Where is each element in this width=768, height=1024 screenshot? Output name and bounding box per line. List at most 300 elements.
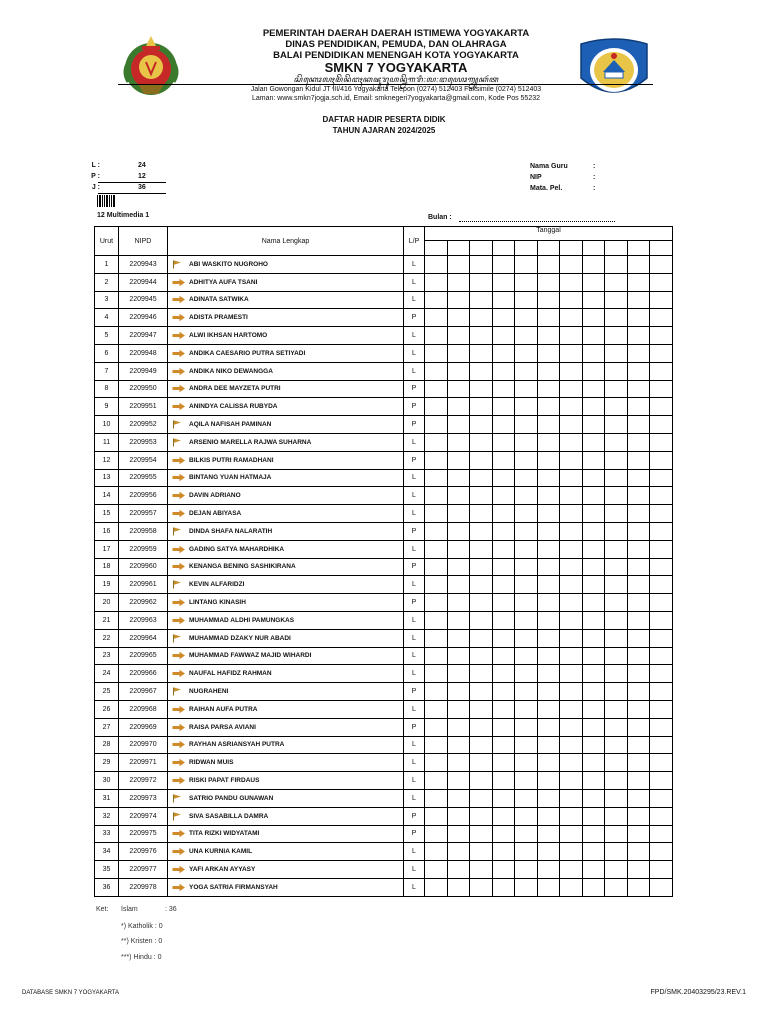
attendance-cell <box>560 522 583 540</box>
row-gender: L <box>404 789 425 807</box>
month-fill-line <box>459 221 615 222</box>
attendance-cell <box>605 718 628 736</box>
row-number: 17 <box>95 540 119 558</box>
attendance-cell <box>515 861 538 879</box>
row-nipd: 2209951 <box>119 398 168 416</box>
row-gender: L <box>404 487 425 505</box>
attendance-cell <box>447 611 470 629</box>
attendance-cell <box>492 594 515 612</box>
arrow-right-icon <box>172 651 186 660</box>
attendance-cell <box>492 878 515 896</box>
attendance-cell <box>492 344 515 362</box>
attendance-cell <box>627 861 650 879</box>
table-row <box>95 540 673 558</box>
attendance-cell <box>447 772 470 790</box>
arrow-right-icon <box>172 776 186 785</box>
arrow-right-icon <box>172 349 186 358</box>
attendance-cell <box>650 451 673 469</box>
attendance-cell <box>605 683 628 701</box>
attendance-cell <box>582 843 605 861</box>
arrow-right-icon <box>172 384 186 393</box>
student-name: ANINDYA CALISSA RUBYDA <box>189 403 278 411</box>
attendance-cell <box>627 416 650 434</box>
attendance-cell <box>470 700 493 718</box>
attendance-cell <box>560 380 583 398</box>
row-number: 2 <box>95 273 119 291</box>
attendance-cell <box>515 807 538 825</box>
attendance-cell <box>537 522 560 540</box>
attendance-cell <box>537 647 560 665</box>
date-column-header <box>425 241 448 256</box>
student-name: DINDA SHAFA NALARATIH <box>189 527 273 535</box>
notes-label: Ket: <box>96 906 109 913</box>
header-office: BALAI PENDIDIKAN MENENGAH KOTA YOGYAKARTA <box>273 50 519 61</box>
attendance-cell <box>627 772 650 790</box>
attendance-cell <box>537 807 560 825</box>
attendance-cell <box>425 700 448 718</box>
attendance-cell <box>627 469 650 487</box>
row-name-cell <box>168 362 404 380</box>
attendance-cell <box>605 754 628 772</box>
attendance-cell <box>582 700 605 718</box>
letterhead <box>0 24 768 104</box>
attendance-cell <box>537 540 560 558</box>
attendance-cell <box>425 256 448 274</box>
attendance-cell <box>627 273 650 291</box>
row-nipd: 2209966 <box>119 665 168 683</box>
attendance-cell <box>605 487 628 505</box>
subject-label: Mata. Pel. <box>530 185 563 192</box>
attendance-cell <box>425 344 448 362</box>
attendance-cell <box>425 878 448 896</box>
attendance-cell <box>492 451 515 469</box>
attendance-cell <box>492 256 515 274</box>
row-nipd: 2209958 <box>119 522 168 540</box>
attendance-cell <box>470 273 493 291</box>
row-number: 16 <box>95 522 119 540</box>
row-nipd: 2209967 <box>119 683 168 701</box>
attendance-cell <box>425 273 448 291</box>
attendance-cell <box>537 416 560 434</box>
table-row <box>95 843 673 861</box>
attendance-cell <box>582 861 605 879</box>
table-row <box>95 576 673 594</box>
student-name: AQILA NAFISAH PAMINAN <box>189 421 272 429</box>
table-row <box>95 683 673 701</box>
student-name: KEVIN ALFARIDZI <box>189 581 245 589</box>
arrow-right-icon <box>172 509 186 518</box>
attendance-cell <box>537 576 560 594</box>
attendance-cell <box>515 451 538 469</box>
header-nipd: NIPD <box>119 227 168 256</box>
arrow-right-icon <box>172 705 186 714</box>
attendance-cell <box>560 469 583 487</box>
student-name: RAYHAN ASRIANSYAH PUTRA <box>189 741 285 749</box>
attendance-cell <box>582 398 605 416</box>
row-name-cell <box>168 878 404 896</box>
student-name: ANDIKA NIKO DEWANGGA <box>189 367 273 375</box>
attendance-cell <box>605 469 628 487</box>
attendance-cell <box>627 380 650 398</box>
attendance-cell <box>582 451 605 469</box>
flag-icon <box>172 260 186 269</box>
student-name: SIVA SASABILLA DAMRA <box>189 812 269 820</box>
row-name-cell <box>168 487 404 505</box>
attendance-cell <box>470 611 493 629</box>
attendance-cell <box>425 558 448 576</box>
attendance-cell <box>492 433 515 451</box>
attendance-cell <box>425 647 448 665</box>
attendance-cell <box>425 522 448 540</box>
attendance-cell <box>470 878 493 896</box>
attendance-cell <box>425 807 448 825</box>
attendance-cell <box>425 505 448 523</box>
row-nipd: 2209948 <box>119 344 168 362</box>
row-gender: L <box>404 861 425 879</box>
attendance-cell <box>515 309 538 327</box>
diy-emblem-logo <box>118 32 184 102</box>
attendance-cell <box>425 772 448 790</box>
header-urut: Urut <box>95 227 119 256</box>
attendance-cell <box>605 825 628 843</box>
attendance-cell <box>492 683 515 701</box>
row-nipd: 2209965 <box>119 647 168 665</box>
row-nipd: 2209955 <box>119 469 168 487</box>
attendance-cell <box>447 433 470 451</box>
student-name: ADISTA PRAMESTI <box>189 314 248 322</box>
arrow-right-icon <box>172 758 186 767</box>
row-number: 24 <box>95 665 119 683</box>
date-column-header <box>447 241 470 256</box>
class-name: 12 Multimedia 1 <box>97 212 150 219</box>
attendance-cell <box>515 469 538 487</box>
attendance-cell <box>470 825 493 843</box>
attendance-cell <box>605 256 628 274</box>
row-number: 26 <box>95 700 119 718</box>
arrow-right-icon <box>172 313 186 322</box>
attendance-cell <box>582 576 605 594</box>
attendance-cell <box>425 736 448 754</box>
row-name-cell <box>168 718 404 736</box>
row-nipd: 2209952 <box>119 416 168 434</box>
attendance-cell <box>537 558 560 576</box>
row-number: 8 <box>95 380 119 398</box>
attendance-cell <box>447 665 470 683</box>
row-nipd: 2209957 <box>119 505 168 523</box>
attendance-cell <box>582 505 605 523</box>
row-nipd: 2209945 <box>119 291 168 309</box>
attendance-cell <box>560 878 583 896</box>
arrow-right-icon <box>172 829 186 838</box>
row-number: 27 <box>95 718 119 736</box>
tut-wuri-handayani-logo <box>575 38 653 104</box>
attendance-cell <box>650 291 673 309</box>
student-name: MUHAMMAD DZAKY NUR ABADI <box>189 634 291 642</box>
date-column-header <box>627 241 650 256</box>
attendance-cell <box>605 344 628 362</box>
attendance-cell <box>627 291 650 309</box>
attendance-cell <box>582 718 605 736</box>
attendance-cell <box>447 309 470 327</box>
attendance-cell <box>470 718 493 736</box>
student-name: GADING SATYA MAHARDHIKA <box>189 545 285 553</box>
arrow-right-icon <box>172 616 186 625</box>
attendance-cell <box>515 647 538 665</box>
row-nipd: 2209964 <box>119 629 168 647</box>
student-name: YOGA SATRIA FIRMANSYAH <box>189 883 278 891</box>
attendance-cell <box>605 380 628 398</box>
arrow-right-icon <box>172 847 186 856</box>
attendance-cell <box>470 451 493 469</box>
row-name-cell <box>168 825 404 843</box>
row-name-cell <box>168 540 404 558</box>
attendance-cell <box>582 807 605 825</box>
attendance-cell <box>447 540 470 558</box>
row-nipd: 2209969 <box>119 718 168 736</box>
attendance-cell <box>470 256 493 274</box>
attendance-cell <box>605 736 628 754</box>
arrow-right-icon <box>172 598 186 607</box>
row-gender: L <box>404 540 425 558</box>
attendance-cell <box>560 416 583 434</box>
row-gender: L <box>404 843 425 861</box>
attendance-cell <box>582 540 605 558</box>
attendance-cell <box>492 736 515 754</box>
notes-hindu: ***) Hindu : 0 <box>121 954 162 961</box>
attendance-cell <box>627 736 650 754</box>
row-gender: L <box>404 256 425 274</box>
row-number: 15 <box>95 505 119 523</box>
row-nipd: 2209959 <box>119 540 168 558</box>
attendance-cell <box>447 380 470 398</box>
student-name: ANDIKA CAESARIO PUTRA SETIYADI <box>189 349 306 357</box>
attendance-cell <box>425 576 448 594</box>
attendance-cell <box>582 433 605 451</box>
row-name-cell <box>168 273 404 291</box>
attendance-cell <box>537 380 560 398</box>
attendance-cell <box>605 273 628 291</box>
row-name-cell <box>168 611 404 629</box>
notes-islam: Islam <box>121 906 138 913</box>
table-row <box>95 309 673 327</box>
attendance-cell <box>650 700 673 718</box>
attendance-cell <box>560 487 583 505</box>
attendance-cell <box>425 291 448 309</box>
attendance-cell <box>627 843 650 861</box>
row-name-cell <box>168 789 404 807</box>
attendance-cell <box>605 594 628 612</box>
attendance-cell <box>605 416 628 434</box>
table-row <box>95 398 673 416</box>
attendance-cell <box>650 861 673 879</box>
row-gender: P <box>404 398 425 416</box>
row-name-cell <box>168 433 404 451</box>
header-javanese-script: ꦱꦼꦏꦺꦴꦭꦃꦩꦼꦤꦼꦔꦃꦏꦗꦸꦫꦸꦲꦤ꧀ꦤꦼꦒꦫꦶ꧇꧗꧇ꦔꦪꦺꦴꦒꦾꦏꦂꦠ <box>293 75 499 84</box>
row-name-cell <box>168 505 404 523</box>
attendance-cell <box>627 611 650 629</box>
row-number: 10 <box>95 416 119 434</box>
attendance-cell <box>650 629 673 647</box>
date-column-header <box>560 241 583 256</box>
notes-katholik: *) Katholik : 0 <box>121 923 163 930</box>
attendance-cell <box>560 700 583 718</box>
row-gender: L <box>404 505 425 523</box>
attendance-cell <box>447 469 470 487</box>
attendance-cell <box>650 256 673 274</box>
attendance-cell <box>447 487 470 505</box>
attendance-cell <box>447 416 470 434</box>
row-name-cell <box>168 700 404 718</box>
attendance-cell <box>582 309 605 327</box>
attendance-cell <box>447 451 470 469</box>
row-number: 12 <box>95 451 119 469</box>
row-number: 14 <box>95 487 119 505</box>
attendance-cell <box>650 327 673 345</box>
attendance-cell <box>560 683 583 701</box>
attendance-cell <box>537 861 560 879</box>
arrow-right-icon <box>172 562 186 571</box>
attendance-cell <box>650 380 673 398</box>
attendance-cell <box>537 772 560 790</box>
attendance-cell <box>470 469 493 487</box>
row-name-cell <box>168 416 404 434</box>
attendance-cell <box>470 576 493 594</box>
student-name: RAISA PARSA AVIANI <box>189 723 256 731</box>
attendance-cell <box>582 256 605 274</box>
attendance-cell <box>650 540 673 558</box>
attendance-cell <box>627 825 650 843</box>
row-name-cell <box>168 807 404 825</box>
attendance-cell <box>560 789 583 807</box>
attendance-cell <box>560 843 583 861</box>
row-gender: L <box>404 665 425 683</box>
attendance-cell <box>447 718 470 736</box>
row-number: 6 <box>95 344 119 362</box>
row-gender: L <box>404 878 425 896</box>
row-name-cell <box>168 647 404 665</box>
attendance-cell <box>627 398 650 416</box>
arrow-right-icon <box>172 295 186 304</box>
attendance-cell <box>627 505 650 523</box>
attendance-cell <box>605 700 628 718</box>
attendance-cell <box>492 718 515 736</box>
row-number: 22 <box>95 629 119 647</box>
attendance-cell <box>425 825 448 843</box>
attendance-cell <box>470 522 493 540</box>
table-row <box>95 469 673 487</box>
row-nipd: 2209949 <box>119 362 168 380</box>
row-name-cell <box>168 469 404 487</box>
row-number: 31 <box>95 789 119 807</box>
row-gender: P <box>404 522 425 540</box>
attendance-cell <box>627 540 650 558</box>
table-row <box>95 825 673 843</box>
row-number: 19 <box>95 576 119 594</box>
attendance-cell <box>650 487 673 505</box>
attendance-cell <box>515 558 538 576</box>
attendance-cell <box>627 327 650 345</box>
attendance-cell <box>492 647 515 665</box>
header-school-name: SMKN 7 YOGYAKARTA <box>324 60 468 75</box>
attendance-cell <box>582 772 605 790</box>
attendance-cell <box>582 594 605 612</box>
attendance-cell <box>537 398 560 416</box>
attendance-cell <box>425 629 448 647</box>
attendance-cell <box>650 611 673 629</box>
attendance-cell <box>515 540 538 558</box>
attendance-cell <box>470 861 493 879</box>
attendance-cell <box>560 754 583 772</box>
attendance-cell <box>605 398 628 416</box>
row-name-cell <box>168 344 404 362</box>
attendance-cell <box>515 736 538 754</box>
flag-icon <box>172 438 186 447</box>
attendance-cell <box>627 256 650 274</box>
row-nipd: 2209970 <box>119 736 168 754</box>
attendance-cell <box>492 665 515 683</box>
attendance-cell <box>627 487 650 505</box>
attendance-cell <box>627 665 650 683</box>
arrow-right-icon <box>172 865 186 874</box>
attendance-cell <box>515 772 538 790</box>
attendance-cell <box>447 683 470 701</box>
attendance-cell <box>515 344 538 362</box>
attendance-cell <box>447 505 470 523</box>
row-nipd: 2209962 <box>119 594 168 612</box>
attendance-cell <box>582 825 605 843</box>
attendance-cell <box>582 629 605 647</box>
attendance-cell <box>605 665 628 683</box>
row-number: 4 <box>95 309 119 327</box>
attendance-cell <box>582 416 605 434</box>
attendance-cell <box>492 629 515 647</box>
attendance-cell <box>492 772 515 790</box>
attendance-cell <box>515 362 538 380</box>
attendance-cell <box>605 807 628 825</box>
row-nipd: 2209946 <box>119 309 168 327</box>
row-nipd: 2209974 <box>119 807 168 825</box>
student-name: ALWI IKHSAN HARTOMO <box>189 332 268 340</box>
attendance-cell <box>605 309 628 327</box>
attendance-cell <box>447 594 470 612</box>
attendance-cell <box>470 647 493 665</box>
row-gender: L <box>404 647 425 665</box>
attendance-cell <box>447 629 470 647</box>
student-name: UNA KURNIA KAMIL <box>189 848 253 856</box>
header-tanggal: Tanggal <box>425 227 673 241</box>
attendance-cell <box>447 754 470 772</box>
attendance-cell <box>447 861 470 879</box>
row-number: 33 <box>95 825 119 843</box>
student-name: MUHAMMAD FAWWAZ MAJID WIHARDI <box>189 652 312 660</box>
row-name-cell <box>168 327 404 345</box>
attendance-cell <box>515 825 538 843</box>
attendance-cell <box>560 594 583 612</box>
attendance-cell <box>425 309 448 327</box>
attendance-cell <box>605 291 628 309</box>
attendance-cell <box>492 700 515 718</box>
footer-form-code: FPD/SMK.20403295/23.REV.1 <box>650 989 746 996</box>
student-name: DAVIN ADRIANO <box>189 492 241 500</box>
row-number: 11 <box>95 433 119 451</box>
attendance-cell <box>627 451 650 469</box>
attendance-cell <box>560 772 583 790</box>
date-column-header <box>650 241 673 256</box>
attendance-cell <box>492 505 515 523</box>
row-gender: P <box>404 683 425 701</box>
attendance-cell <box>492 843 515 861</box>
attendance-cell <box>515 327 538 345</box>
